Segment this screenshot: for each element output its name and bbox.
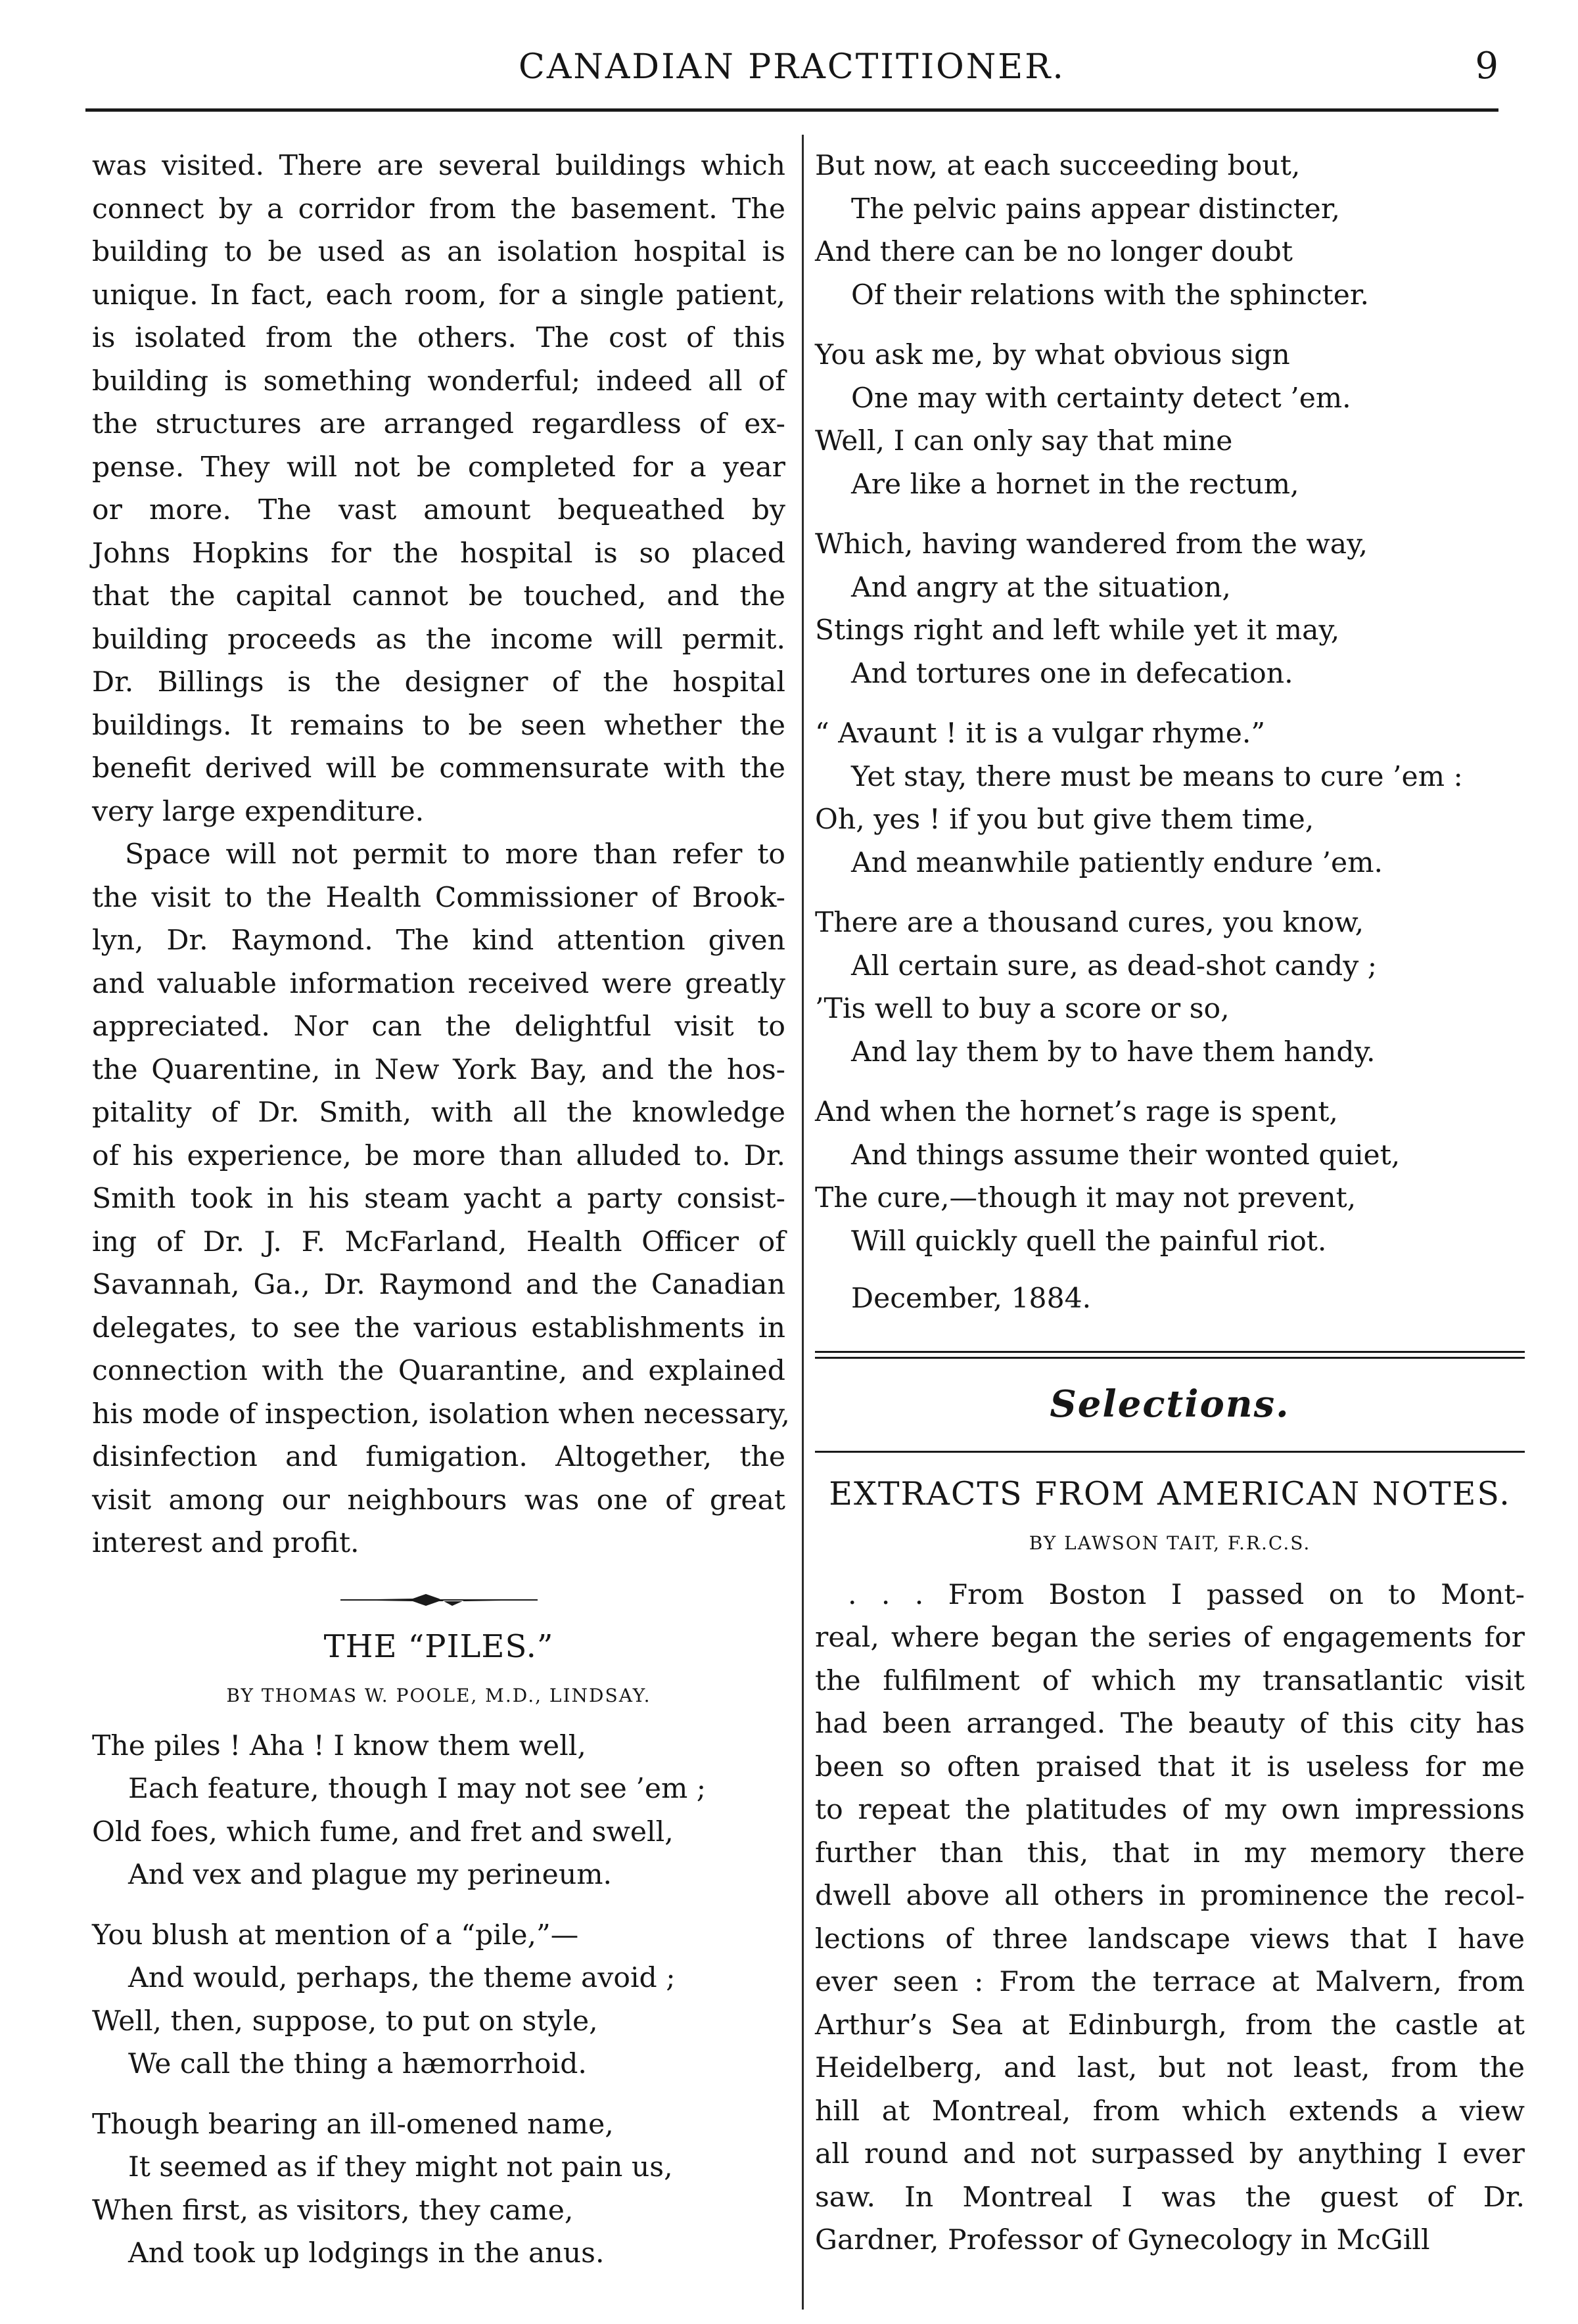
verse-line: Which, having wandered from the way,	[815, 528, 1368, 560]
text-line: or more. The vast amount bequeathed by	[92, 494, 785, 526]
text-line: benefit derived will be commensurate with the	[92, 752, 785, 785]
verse-line: One may with certainty detect ’em.	[851, 382, 1351, 415]
column-divider	[802, 135, 804, 2310]
verse-line: Well, then, suppose, to put on style,	[92, 2005, 598, 2038]
verse-line: “ Avaunt ! it is a vulgar rhyme.”	[815, 718, 1266, 750]
text-line: building to be used as an isolation hospital is	[92, 236, 785, 268]
verse-line: And lay them by to have them handy.	[851, 1036, 1376, 1068]
text-line: Arthur’s Sea at Edinburgh, from the castle at	[815, 2009, 1525, 2041]
text-line: Johns Hopkins for the hospital is so placed	[92, 537, 785, 570]
text-line: hill at Montreal, from which extends a view	[815, 2095, 1525, 2128]
verse-line: You blush at mention of a “pile,”—	[92, 1919, 579, 1951]
text-line: and valuable information received were greatly	[92, 967, 785, 1000]
text-line: connect by a corridor from the basement. The	[92, 193, 785, 225]
verse-line: Well, I can only say that mine	[815, 425, 1233, 457]
poem-stanza	[92, 2103, 785, 2275]
text-line: is isolated from the others. The cost of this	[92, 322, 785, 354]
text-line: disinfection and fumigation. Altogether, the	[92, 1441, 785, 1473]
verse-line: Of their relations with the sphincter.	[851, 279, 1370, 311]
poem-stanza	[92, 1914, 785, 2086]
left-column	[92, 145, 790, 2292]
verse-line: Are like a hornet in the rectum,	[851, 468, 1299, 501]
text-line: of his experience, be more than alluded to. Dr.	[92, 1139, 785, 1172]
text-line: dwell above all others in prominence the recol-	[815, 1880, 1525, 1912]
page-header	[85, 41, 1498, 93]
verse-line: ’Tis well to buy a score or so,	[815, 993, 1230, 1025]
text-line: connection with the Quarantine, and explained	[92, 1355, 785, 1387]
verse-line: The piles ! Aha ! I know them well,	[92, 1729, 586, 1762]
text-line: very large expenditure.	[92, 795, 425, 828]
text-line: unique. In fact, each room, for a single patient,	[92, 279, 785, 311]
text-line: Dr. Billings is the designer of the hospital	[92, 666, 785, 698]
text-line: further than this, that in my memory there	[815, 1836, 1525, 1869]
verse-line: Oh, yes ! if you but give them time,	[815, 804, 1314, 836]
text-line: ever seen : From the terrace at Malvern, from	[815, 1966, 1525, 1998]
verse-line: Yet stay, there must be means to cure ’em :	[851, 760, 1463, 793]
poem-stanzas-left	[92, 1725, 785, 2275]
verse-line: And meanwhile patiently endure ’em.	[851, 846, 1383, 879]
article-byline: BY LAWSON TAIT, F.R.C.S.	[1029, 1532, 1311, 1554]
verse-line: And took up lodgings in the anus.	[128, 2237, 605, 2269]
text-line: Gardner, Professor of Gynecology in McGill	[815, 2224, 1430, 2256]
verse-line: Stings right and left while yet it may,	[815, 614, 1340, 647]
verse-line: All certain sure, as dead-shot candy ;	[851, 949, 1378, 982]
text-line: Heidelberg, and last, but not least, from the	[815, 2052, 1525, 2084]
text-line: lections of three landscape views that I have	[815, 1923, 1525, 1955]
ornamental-rule	[340, 1590, 538, 1610]
text-line: the structures are arranged regardless of ex-	[92, 408, 785, 440]
poem-stanza	[815, 712, 1525, 884]
verse-line: We call the thing a hæmorrhoid.	[128, 2048, 587, 2080]
text-line: all round and not surpassed by anything I ever	[815, 2138, 1525, 2170]
verse-line: Will quickly quell the painful riot.	[851, 1225, 1327, 1258]
header-rule	[85, 108, 1498, 112]
verse-line: The cure,—though it may not prevent,	[815, 1182, 1357, 1214]
text-line: the Quarentine, in New York Bay, and the hos-	[92, 1053, 785, 1086]
poem-byline: BY THOMAS W. POOLE, M.D., LINDSAY.	[226, 1684, 651, 1706]
verse-line: And vex and plague my perineum.	[128, 1859, 613, 1891]
text-line: had been arranged. The beauty of this city has	[815, 1708, 1525, 1740]
poem-stanza	[92, 1725, 785, 1897]
paragraph-visits	[92, 833, 790, 1565]
verse-line: And when the hornet’s rage is spent,	[815, 1096, 1338, 1128]
text-line: appreciated. Nor can the delightful visit to	[92, 1011, 785, 1043]
text-line: the fulfilment of which my transatlantic visit	[815, 1664, 1525, 1697]
verse-line: The pelvic pains appear distincter,	[851, 193, 1340, 225]
text-line: building is something wonderful; indeed all of	[92, 365, 785, 398]
poem-dateline: December, 1884.	[851, 1283, 1092, 1315]
text-line: buildings. It remains to be seen whether the	[92, 709, 785, 742]
poem-stanza	[815, 523, 1525, 695]
verse-line: And angry at the situation,	[851, 571, 1231, 604]
right-column	[815, 145, 1525, 2262]
text-line: lyn, Dr. Raymond. The kind attention given	[92, 924, 785, 957]
verse-line: And would, perhaps, the theme avoid ;	[128, 1962, 676, 1994]
poem-stanza	[815, 145, 1525, 317]
verse-line: Old foes, which fume, and fret and swell,	[92, 1815, 674, 1848]
text-line: ing of Dr. J. F. McFarland, Health Officer of	[92, 1225, 785, 1258]
verse-line: And tortures one in defecation.	[851, 657, 1293, 690]
text-line: to repeat the platitudes of my own impressions	[815, 1794, 1525, 1826]
poem-stanza	[815, 334, 1525, 506]
text-line: pitality of Dr. Smith, with all the knowledge	[92, 1097, 785, 1129]
text-line: the visit to the Health Commissioner of Brook-	[92, 881, 785, 914]
poem-stanza	[815, 1091, 1525, 1263]
running-title: CANADIAN PRACTITIONER.	[519, 47, 1065, 87]
text-line: interest and profit.	[92, 1527, 360, 1559]
verse-line: There are a thousand cures, you know,	[815, 907, 1364, 939]
verse-line: You ask me, by what obvious sign	[815, 339, 1290, 371]
text-line: real, where began the series of engagements for	[815, 1622, 1525, 1654]
verse-line: And things assume their wonted quiet,	[851, 1139, 1401, 1172]
verse-line: But now, at each succeeding bout,	[815, 150, 1301, 182]
text-line: . . . From Boston I passed on to Mont-	[848, 1578, 1525, 1611]
section-rule	[815, 1451, 1525, 1453]
verse-line: It seemed as if they might not pain us,	[128, 2151, 673, 2183]
text-line: his mode of inspection, isolation when necessary,	[92, 1398, 790, 1430]
page-number: 9	[1475, 45, 1498, 87]
text-line: been so often praised that it is useless for me	[815, 1750, 1525, 1783]
text-line: that the capital cannot be touched, and the	[92, 580, 785, 612]
text-line: visit among our neighbours was one of great	[92, 1484, 785, 1516]
text-line: Space will not permit to more than refer to	[125, 838, 785, 871]
poem-title: THE “PILES.”	[323, 1628, 554, 1665]
verse-line: Though bearing an ill-omened name,	[92, 2108, 614, 2141]
text-line: saw. In Montreal I was the guest of Dr.	[815, 2181, 1525, 2214]
poem-stanza	[815, 901, 1525, 1074]
text-line: pense. They will not be completed for a year	[92, 451, 785, 484]
verse-line: Each feature, though I may not see ’em ;	[128, 1773, 707, 1805]
verse-line: And there can be no longer doubt	[815, 236, 1293, 268]
section-heading: Selections.	[1050, 1382, 1290, 1426]
article-paragraph	[815, 1574, 1525, 2262]
text-line: building proceeds as the income will permit.	[92, 623, 785, 656]
poem-stanzas-right	[815, 145, 1525, 1263]
text-line: was visited. There are several buildings which	[92, 150, 785, 182]
text-line: delegates, to see the various establishments in	[92, 1311, 785, 1344]
article-title: EXTRACTS FROM AMERICAN NOTES.	[829, 1474, 1511, 1513]
text-line: Savannah, Ga., Dr. Raymond and the Canadian	[92, 1269, 785, 1301]
text-line: Smith took in his steam yacht a party consist-	[92, 1183, 785, 1215]
paragraph-hospital	[92, 145, 785, 833]
verse-line: When first, as visitors, they came,	[92, 2194, 574, 2227]
section-double-rule	[815, 1351, 1525, 1359]
